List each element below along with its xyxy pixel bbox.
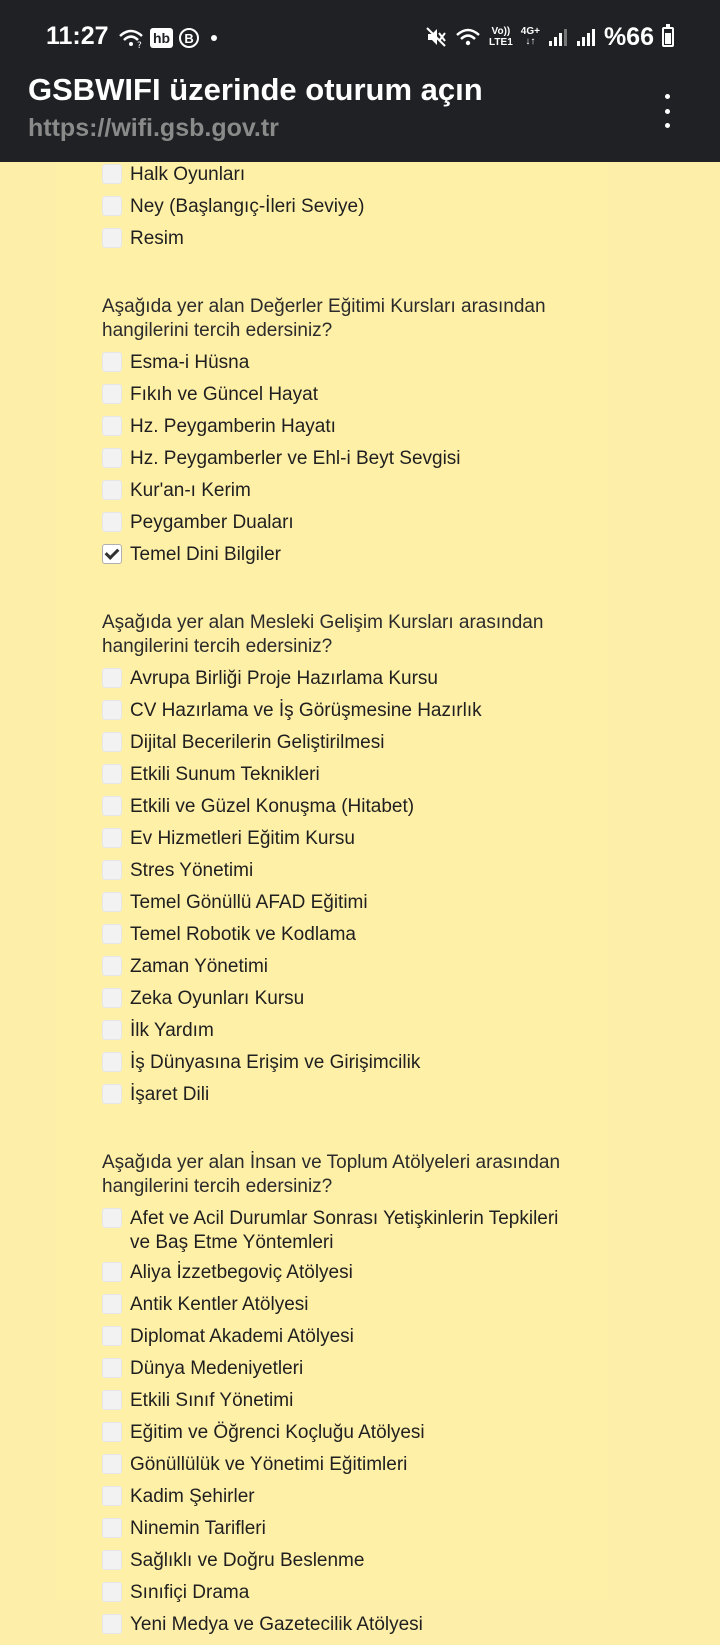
option-label: Gönüllülük ve Yönetimi Eğitimleri: [130, 1454, 408, 1475]
checkbox-option[interactable]: [102, 891, 582, 923]
signal-icon-2: [576, 28, 596, 46]
checkbox-option[interactable]: [102, 1549, 582, 1581]
option-label: Kur'an-ı Kerim: [130, 480, 251, 501]
checkbox[interactable]: [102, 1550, 122, 1570]
checkbox-option[interactable]: [102, 1581, 582, 1613]
question-text: Aşağıda yer alan Değerler Eğitimi Kursları arasından hangilerini tercih edersiniz?: [102, 296, 546, 341]
status-right-icons: [425, 24, 674, 50]
checkbox[interactable]: [102, 416, 122, 436]
checkbox-option[interactable]: [102, 383, 582, 415]
checkbox[interactable]: [102, 480, 122, 500]
page-url: https://wifi.gsb.gov.tr: [28, 114, 279, 142]
checkbox-option[interactable]: [102, 667, 582, 699]
checkbox[interactable]: [102, 1084, 122, 1104]
mute-icon: [425, 26, 447, 48]
checkbox-option[interactable]: [102, 1051, 582, 1083]
checkbox[interactable]: [102, 1518, 122, 1538]
option-label: Ninemin Tarifleri: [130, 1518, 266, 1539]
checkbox[interactable]: [102, 1390, 122, 1410]
option-label: Hz. Peygamberler ve Ehl-i Beyt Sevgisi: [130, 448, 461, 469]
checkbox-option[interactable]: [102, 1325, 582, 1357]
checkbox[interactable]: [102, 228, 122, 248]
option-label: Etkili Sunum Teknikleri: [130, 764, 320, 785]
checkbox-option[interactable]: [102, 1389, 582, 1421]
option-label: Kadim Şehirler: [130, 1486, 255, 1507]
option-label: Yeni Medya ve Gazetecilik Atölyesi: [130, 1614, 423, 1635]
checkbox[interactable]: [102, 1582, 122, 1602]
checkbox-option[interactable]: [102, 1083, 582, 1115]
checkbox-option[interactable]: [102, 1293, 582, 1325]
option-label: Zaman Yönetimi: [130, 956, 268, 977]
checkbox[interactable]: [102, 1486, 122, 1506]
checkbox-option[interactable]: [102, 827, 582, 859]
checkbox[interactable]: [102, 164, 122, 184]
checkbox-option[interactable]: [102, 543, 582, 575]
lte-label: LTE1: [489, 37, 513, 48]
checkbox[interactable]: [102, 860, 122, 880]
checkbox[interactable]: [102, 1358, 122, 1378]
option-label: Sınıfiçi Drama: [130, 1582, 250, 1603]
degerler-options: [102, 351, 582, 575]
option-label: Eğitim ve Öğrenci Koçluğu Atölyesi: [130, 1422, 425, 1443]
previous-question-options: [102, 163, 582, 259]
checkbox-option[interactable]: [102, 699, 582, 731]
checkbox-option[interactable]: [102, 447, 582, 479]
option-label: Afet ve Acil Durumlar Sonrası Yetişkinlerin Tepkileri ve Baş Etme Yöntemleri: [130, 1208, 559, 1253]
checkbox-option[interactable]: [102, 731, 582, 763]
captive-portal-header: [0, 62, 720, 162]
checkbox-option[interactable]: [102, 1019, 582, 1051]
checkbox-option[interactable]: [102, 227, 582, 259]
status-left-icons: [118, 26, 217, 50]
checkbox-option[interactable]: [102, 795, 582, 827]
checkbox[interactable]: [102, 1052, 122, 1072]
checkbox[interactable]: [102, 1208, 122, 1228]
checkbox-option[interactable]: [102, 763, 582, 795]
checkbox[interactable]: [102, 1326, 122, 1346]
checkbox[interactable]: [102, 1454, 122, 1474]
volte-label: Vo)): [491, 26, 511, 37]
option-label: Temel Robotik ve Kodlama: [130, 924, 356, 945]
checkbox[interactable]: [102, 352, 122, 372]
network-type-label: 4G+: [520, 26, 540, 37]
battery-fill: [665, 33, 671, 44]
option-label: Fıkıh ve Güncel Hayat: [130, 384, 318, 405]
option-label: Zeka Oyunları Kursu: [130, 988, 305, 1009]
status-bar: [0, 0, 720, 62]
option-label: CV Hazırlama ve İş Görüşmesine Hazırlık: [130, 700, 482, 721]
volte-indicator: [489, 26, 513, 48]
checkbox-option[interactable]: [102, 1421, 582, 1453]
checkbox-option[interactable]: [102, 415, 582, 447]
option-label: Temel Dini Bilgiler: [130, 544, 281, 565]
data-arrows-icon: ↓↑: [525, 36, 536, 47]
b-app-icon: B: [179, 28, 199, 48]
option-label: Resim: [130, 228, 184, 249]
checkbox[interactable]: [102, 1614, 122, 1634]
checkbox[interactable]: [102, 924, 122, 944]
checkbox-option[interactable]: [102, 1485, 582, 1517]
option-label: İşaret Dili: [130, 1084, 210, 1105]
checkbox-option[interactable]: [102, 1517, 582, 1549]
option-label: Peygamber Duaları: [130, 512, 294, 533]
checkbox-option[interactable]: [102, 923, 582, 955]
signal-icon: [548, 28, 568, 46]
option-label: Etkili Sınıf Yönetimi: [130, 1390, 294, 1411]
checkbox-checked[interactable]: [102, 544, 122, 564]
svg-text:?: ?: [137, 41, 142, 48]
checkbox-option[interactable]: [102, 511, 582, 543]
checkbox[interactable]: [102, 1020, 122, 1040]
checkbox-option[interactable]: [102, 859, 582, 891]
checkbox-option[interactable]: [102, 1261, 582, 1293]
checkbox[interactable]: [102, 196, 122, 216]
option-label: Diplomat Akademi Atölyesi: [130, 1326, 354, 1347]
option-label: Sağlıklı ve Doğru Beslenme: [130, 1550, 365, 1571]
insan-options: [102, 1207, 582, 1645]
question-text: Aşağıda yer alan Mesleki Gelişim Kursları arasından hangilerini tercih edersiniz?: [102, 612, 544, 657]
option-label: Halk Oyunları: [130, 164, 246, 185]
notification-dot-icon: [211, 35, 217, 41]
checkbox[interactable]: [102, 764, 122, 784]
mesleki-options: [102, 667, 582, 1115]
checkbox-option[interactable]: [102, 351, 582, 383]
checkbox-option[interactable]: [102, 1613, 582, 1645]
checkbox[interactable]: [102, 1262, 122, 1282]
checkbox[interactable]: [102, 956, 122, 976]
option-label: Stres Yönetimi: [130, 860, 254, 881]
checkbox[interactable]: [102, 448, 122, 468]
checkbox[interactable]: [102, 988, 122, 1008]
checkbox[interactable]: [102, 700, 122, 720]
checkbox[interactable]: [102, 384, 122, 404]
checkbox-option[interactable]: [102, 1453, 582, 1485]
option-label: Hz. Peygamberin Hayatı: [130, 416, 336, 437]
checkbox-option[interactable]: [102, 1357, 582, 1389]
status-time: 11:27: [46, 22, 109, 50]
checkbox[interactable]: [102, 512, 122, 532]
option-label: Temel Gönüllü AFAD Eğitimi: [130, 892, 368, 913]
page-title: GSBWIFI üzerinde oturum açın: [28, 72, 483, 107]
checkbox-option[interactable]: [102, 987, 582, 1019]
battery-percent: %66: [603, 22, 654, 51]
wifi-question-icon: [118, 28, 144, 48]
survey-form: [102, 163, 582, 1645]
checkbox[interactable]: [102, 1422, 122, 1442]
option-label: Antik Kentler Atölyesi: [130, 1294, 309, 1315]
checkbox-option[interactable]: [102, 1207, 582, 1261]
checkbox[interactable]: [102, 668, 122, 688]
checkbox[interactable]: [102, 1294, 122, 1314]
wifi-icon: [455, 27, 481, 47]
checkbox[interactable]: [102, 892, 122, 912]
option-label: Ney (Başlangıç-İleri Seviye): [130, 196, 365, 217]
battery-icon: [662, 27, 674, 47]
question-insan: [102, 1151, 582, 1199]
checkbox[interactable]: [102, 828, 122, 848]
option-label: Ev Hizmetleri Eğitim Kursu: [130, 828, 355, 849]
checkbox[interactable]: [102, 732, 122, 752]
checkbox-option[interactable]: [102, 163, 582, 195]
checkbox[interactable]: [102, 796, 122, 816]
option-label: İş Dünyasına Erişim ve Girişimcilik: [130, 1052, 421, 1073]
option-label: Dijital Becerilerin Geliştirilmesi: [130, 732, 385, 753]
question-degerler: [102, 295, 582, 343]
option-label: Aliya İzzetbegoviç Atölyesi: [130, 1262, 353, 1283]
network-type: [521, 27, 540, 47]
question-mesleki: [102, 611, 582, 659]
more-vertical-icon[interactable]: [662, 94, 672, 128]
checkbox-option[interactable]: [102, 955, 582, 987]
option-label: Esma-i Hüsna: [130, 352, 250, 373]
option-label: Dünya Medeniyetleri: [130, 1358, 304, 1379]
checkbox-option[interactable]: [102, 479, 582, 511]
checkbox-option[interactable]: [102, 195, 582, 227]
option-label: Etkili ve Güzel Konuşma (Hitabet): [130, 796, 415, 817]
question-text: Aşağıda yer alan İnsan ve Toplum Atölyeleri arasından hangilerini tercih edersiniz?: [102, 1152, 561, 1197]
hb-app-icon: hb: [150, 28, 173, 48]
option-label: Avrupa Birliği Proje Hazırlama Kursu: [130, 668, 438, 689]
option-label: İlk Yardım: [130, 1020, 214, 1041]
